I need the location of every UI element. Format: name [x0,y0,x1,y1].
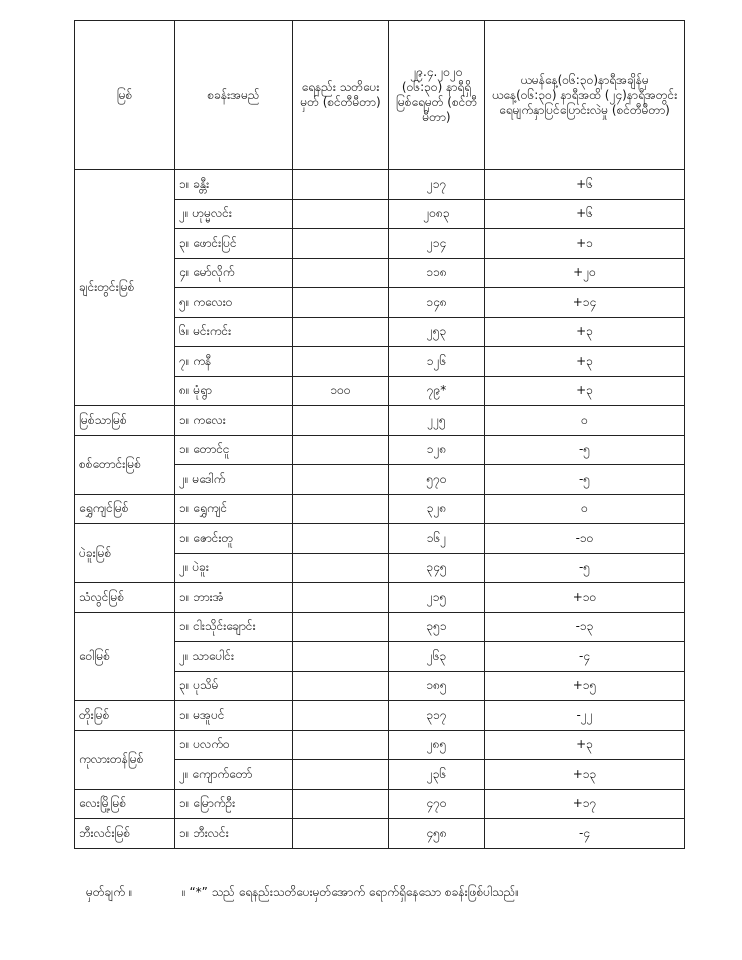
danger-level [293,612,389,642]
level-change: -၄ [485,642,685,672]
table-row [75,170,685,200]
level-change: +၂၀ [485,258,685,288]
station-name: ၅။ ကလေးဝ [175,288,293,318]
water-level: ၂၂၅ [389,406,485,436]
water-level: ၂၁၄ [389,229,485,259]
river-name: လေးမြို့မြစ် [75,789,175,819]
level-change: +၃ [485,730,685,760]
level-change: +၆ [485,170,685,200]
danger-level [293,819,389,849]
river-name: ရွှေကျင်မြစ် [75,494,175,524]
table-body [75,170,685,849]
water-level: ၂၃၆ [389,760,485,790]
header-danger-level: ရေနည်း သတိပေးမှတ် (စင်တီမီတာ) [293,21,389,170]
level-change: +၁၄ [485,288,685,318]
station-name: ၁။ ခန္တီး [175,170,293,200]
river-name: ဝေါမြစ် [75,612,175,701]
station-name: ၃။ ပုသိမ် [175,671,293,701]
water-level: ၂၀၈၃ [389,199,485,229]
danger-level [293,760,389,790]
river-name: ကုလားတန်မြစ် [75,730,175,789]
water-level: ၂၁၇ [389,170,485,200]
water-level: ၂၆၃ [389,642,485,672]
river-name: ချင်းတွင်းမြစ် [75,170,175,406]
level-change: ၀ [485,494,685,524]
footnote-label: မှတ်ချက် ။ [86,885,133,899]
water-level: ၃၄၅ [389,553,485,583]
table-row [75,701,685,731]
station-name: ၁။ တောင်ငူ [175,435,293,465]
danger-level [293,317,389,347]
level-change: -၅ [485,435,685,465]
water-level: ၅၇၀ [389,465,485,495]
water-level: ၃၂၈ [389,494,485,524]
water-level: ၄၅၈ [389,819,485,849]
station-name: ၂။ ဟုမ္မလင်း [175,199,293,229]
danger-level [293,406,389,436]
level-change: +၁၃ [485,760,685,790]
station-name: ၄။ မော်လိုက် [175,258,293,288]
station-name: ၁။ ပလက်ဝ [175,730,293,760]
danger-level [293,583,389,613]
level-change: -၅ [485,553,685,583]
station-name: ၁။ ဇောင်းတူ [175,524,293,554]
station-name: ၂။ ပဲခူး [175,553,293,583]
water-level: ၃၁၇ [389,701,485,731]
danger-level [293,701,389,731]
level-change: -၅ [485,465,685,495]
level-change: +၁ [485,229,685,259]
station-name: ၁။ မအူပင် [175,701,293,731]
danger-level [293,347,389,377]
river-name: ပဲခူးမြစ် [75,524,175,583]
station-name: ၆။ မင်းကင်း [175,317,293,347]
river-name: သံလွင်မြစ် [75,583,175,613]
table-row [75,583,685,613]
water-level: ၁၈၅ [389,671,485,701]
station-name: ၁။ ဘီးလင်း [175,819,293,849]
danger-level [293,229,389,259]
station-name: ၇။ ကနီ [175,347,293,377]
water-level: ၂၈၅ [389,730,485,760]
table-row [75,612,685,642]
water-level: ၁၁၈ [389,258,485,288]
table-row [75,406,685,436]
station-name: ၁။ ဘားအံ [175,583,293,613]
table-row [75,435,685,465]
station-name: ၁။ မြောက်ဦး [175,789,293,819]
danger-level [293,524,389,554]
danger-level [293,494,389,524]
river-name: တိုးမြစ် [75,701,175,731]
header-level-change: ယမန်နေ့(၀၆:၃၀)နာရီအချိန်မှ ယနေ့(၀၆:၃၀) နာရီအထိ (၂၄)နာရီအတွင်း ရေမျက်နှာပြင်ပြောင်းလဲမှု (စင်တီမီတာ) [485,21,685,170]
level-change: +၃ [485,347,685,377]
danger-level [293,465,389,495]
header-station: စခန်းအမည် [175,21,293,170]
footnote-text: ။ “*” သည် ရေနည်းသတိပေးမှတ်အောက် ရောက်ရှိနေသော စခန်းဖြစ်ပါသည်။ [182,885,519,899]
table-row [75,494,685,524]
danger-level [293,258,389,288]
water-level: ၄၇၀ [389,789,485,819]
danger-level: ၁၀၀ [293,376,389,406]
station-name: ၂။ ကျောက်တော် [175,760,293,790]
level-change: -၄ [485,819,685,849]
header-row [75,21,685,170]
station-name: ၈။ မုံရွာ [175,376,293,406]
water-level: ၁၂၆ [389,347,485,377]
river-name: ဘီးလင်းမြစ် [75,819,175,849]
danger-level [293,730,389,760]
table-row [75,524,685,554]
level-change: ၀ [485,406,685,436]
level-change: +၆ [485,199,685,229]
river-level-table [74,20,685,849]
level-change: +၁၇ [485,789,685,819]
water-level: ၂၁၅ [389,583,485,613]
danger-level [293,671,389,701]
danger-level [293,789,389,819]
water-level: ၇၉* [389,376,485,406]
danger-level [293,199,389,229]
table-row [75,789,685,819]
level-change: +၃ [485,376,685,406]
water-level: ၁၂၈ [389,435,485,465]
station-name: ၁။ ငါးသိုင်းချောင်း [175,612,293,642]
river-name: မြစ်သာမြစ် [75,406,175,436]
level-change: +၃ [485,317,685,347]
danger-level [293,170,389,200]
header-river: မြစ် [75,21,175,170]
level-change: +၁၅ [485,671,685,701]
level-change: +၁၀ [485,583,685,613]
level-change: -၂၂ [485,701,685,731]
station-name: ၂။ သာပေါင်း [175,642,293,672]
footnote [86,884,686,902]
station-name: ၁။ ကလေး [175,406,293,436]
danger-level [293,435,389,465]
danger-level [293,642,389,672]
level-change: -၁၀ [485,524,685,554]
river-name: စစ်တောင်းမြစ် [75,435,175,494]
header-water-level: ၂၉.၄.၂၀၂၀ (၀၆:၃၀) နာရီရှိ မြစ်ရေမှတ် (စင်တီမီတာ) [389,21,485,170]
danger-level [293,288,389,318]
table-row [75,730,685,760]
station-name: ၃။ ဖောင်းပြင် [175,229,293,259]
table-row [75,819,685,849]
water-level: ၃၅၁ [389,612,485,642]
station-name: ၂။ မဒေါက် [175,465,293,495]
water-level: ၂၅၃ [389,317,485,347]
level-change: -၁၃ [485,612,685,642]
water-level: ၁၆၂ [389,524,485,554]
water-level: ၁၄၈ [389,288,485,318]
danger-level [293,553,389,583]
station-name: ၁။ ရွှေကျင် [175,494,293,524]
